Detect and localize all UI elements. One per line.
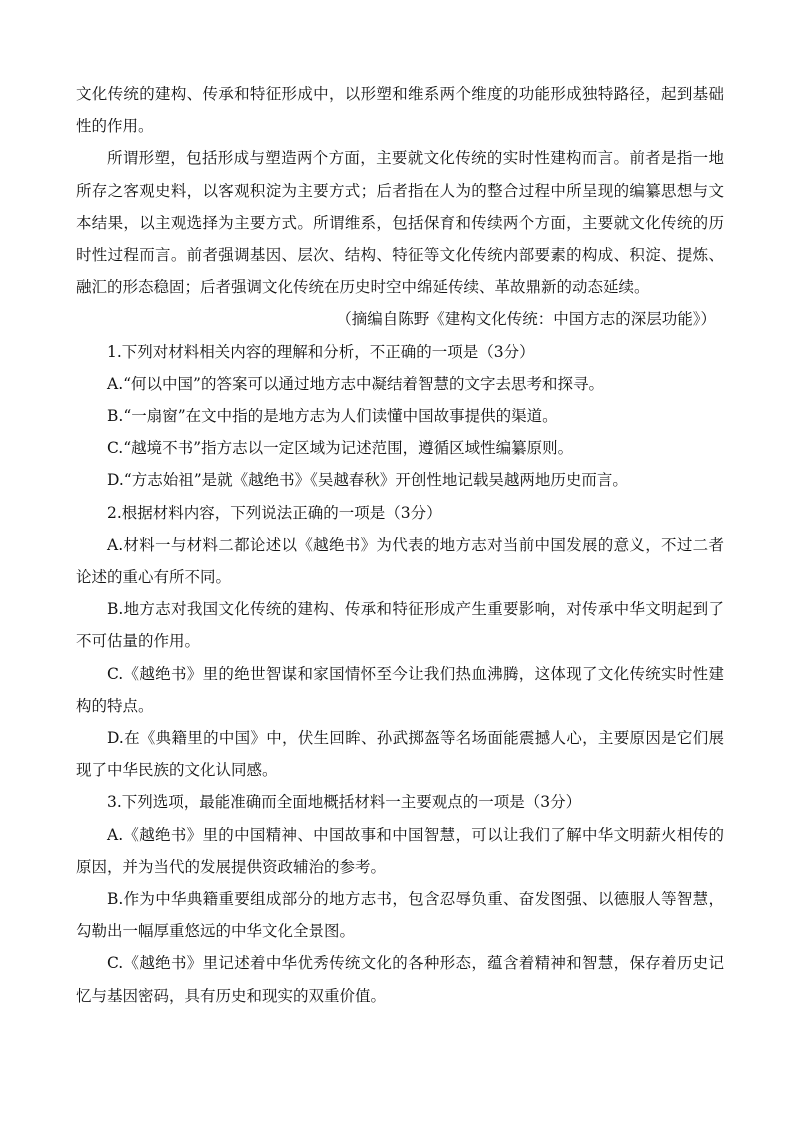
question-option: B.“一扇窗”在文中指的是地方志为人们读懂中国故事提供的渠道。: [107, 407, 558, 426]
question-option: D.“方志始祖”是就《越绝书》《吴越春秋》开创性地记载吴越两地历史而言。: [107, 471, 628, 490]
question-option: B.作为中华典籍重要组成部分的地方志书，包含忍辱负重、奋发图强、以德服人等智慧，勾勒出一幅厚重悠远的中华文化全景图。: [76, 890, 724, 941]
question-option: C.“越境不书”指方志以一定区域为记述范围，遵循区域性编纂原则。: [107, 439, 574, 458]
question-option: B.地方志对我国文化传统的建构、传承和特征形成产生重要影响，对传承中华文明起到了不可估量的作用。: [76, 600, 724, 651]
question-stem: 1.下列对材料相关内容的理解和分析，不正确的一项是（3分）: [107, 342, 535, 361]
question-option: A.材料一与材料二都论述以《越绝书》为代表的地方志对当前中国发展的意义，不过二者论述的重心有所不同。: [76, 535, 724, 587]
passage-paragraph-1: 文化传统的建构、传承和特征形成中，以形塑和维系两个维度的功能形成独特路径，起到基础性的作用。: [76, 85, 724, 136]
question-2: [76, 497, 724, 787]
question-1: [76, 336, 724, 497]
question-stem: 2.根据材料内容，下列说法正确的一项是（3分）: [107, 503, 442, 522]
passage-paragraph-2: 所谓形塑，包括形成与塑造两个方面，主要就文化传统的实时性建构而言。前者是指一地所存之客观史料，以客观积淀为主要方式；后者指在人为的整合过程中所呈现的编纂思想与文本结果，以主观选择为主要方式。所谓维系，包括保育和传续两个方面，主要就文化传统的历时性过程而言。前者强调基因、层次、结构、特征等文化传统内部要素的构成、积淀、提炼、融汇的形态稳固；后者强调文化传统在历史时空中绵延传续、革故鼎新的动态延续。: [76, 149, 724, 297]
question-option: A.“何以中国”的答案可以通过地方志中凝结着智慧的文字去思考和探寻。: [107, 374, 604, 393]
question-option: C.《越绝书》里的绝世智谋和家国情怀至今让我们热血沸腾，这体现了文化传统实时性建构的特点。: [76, 664, 724, 715]
document-content: [76, 78, 724, 1012]
question-stem: 3.下列选项，最能准确而全面地概括材料一主要观点的一项是（3分）: [107, 793, 582, 812]
question-option: A.《越绝书》里的中国精神、中国故事和中国智慧，可以让我们了解中华文明薪火相传的原因，并为当代的发展提供资政辅治的参考。: [76, 825, 724, 876]
question-option: D.在《典籍里的中国》中，伏生回眸、孙武掷盔等名场面能震撼人心，主要原因是它们展现了中华民族的文化认同感。: [76, 729, 724, 780]
question-option: C.《越绝书》里记述着中华优秀传统文化的各种形态，蕴含着精神和智慧，保存着历史记忆与基因密码，具有历史和现实的双重价值。: [76, 954, 724, 1005]
passage-source: （摘编自陈野《建构文化传统：中国方志的深层功能》）: [336, 310, 716, 329]
question-3: [76, 786, 724, 1011]
